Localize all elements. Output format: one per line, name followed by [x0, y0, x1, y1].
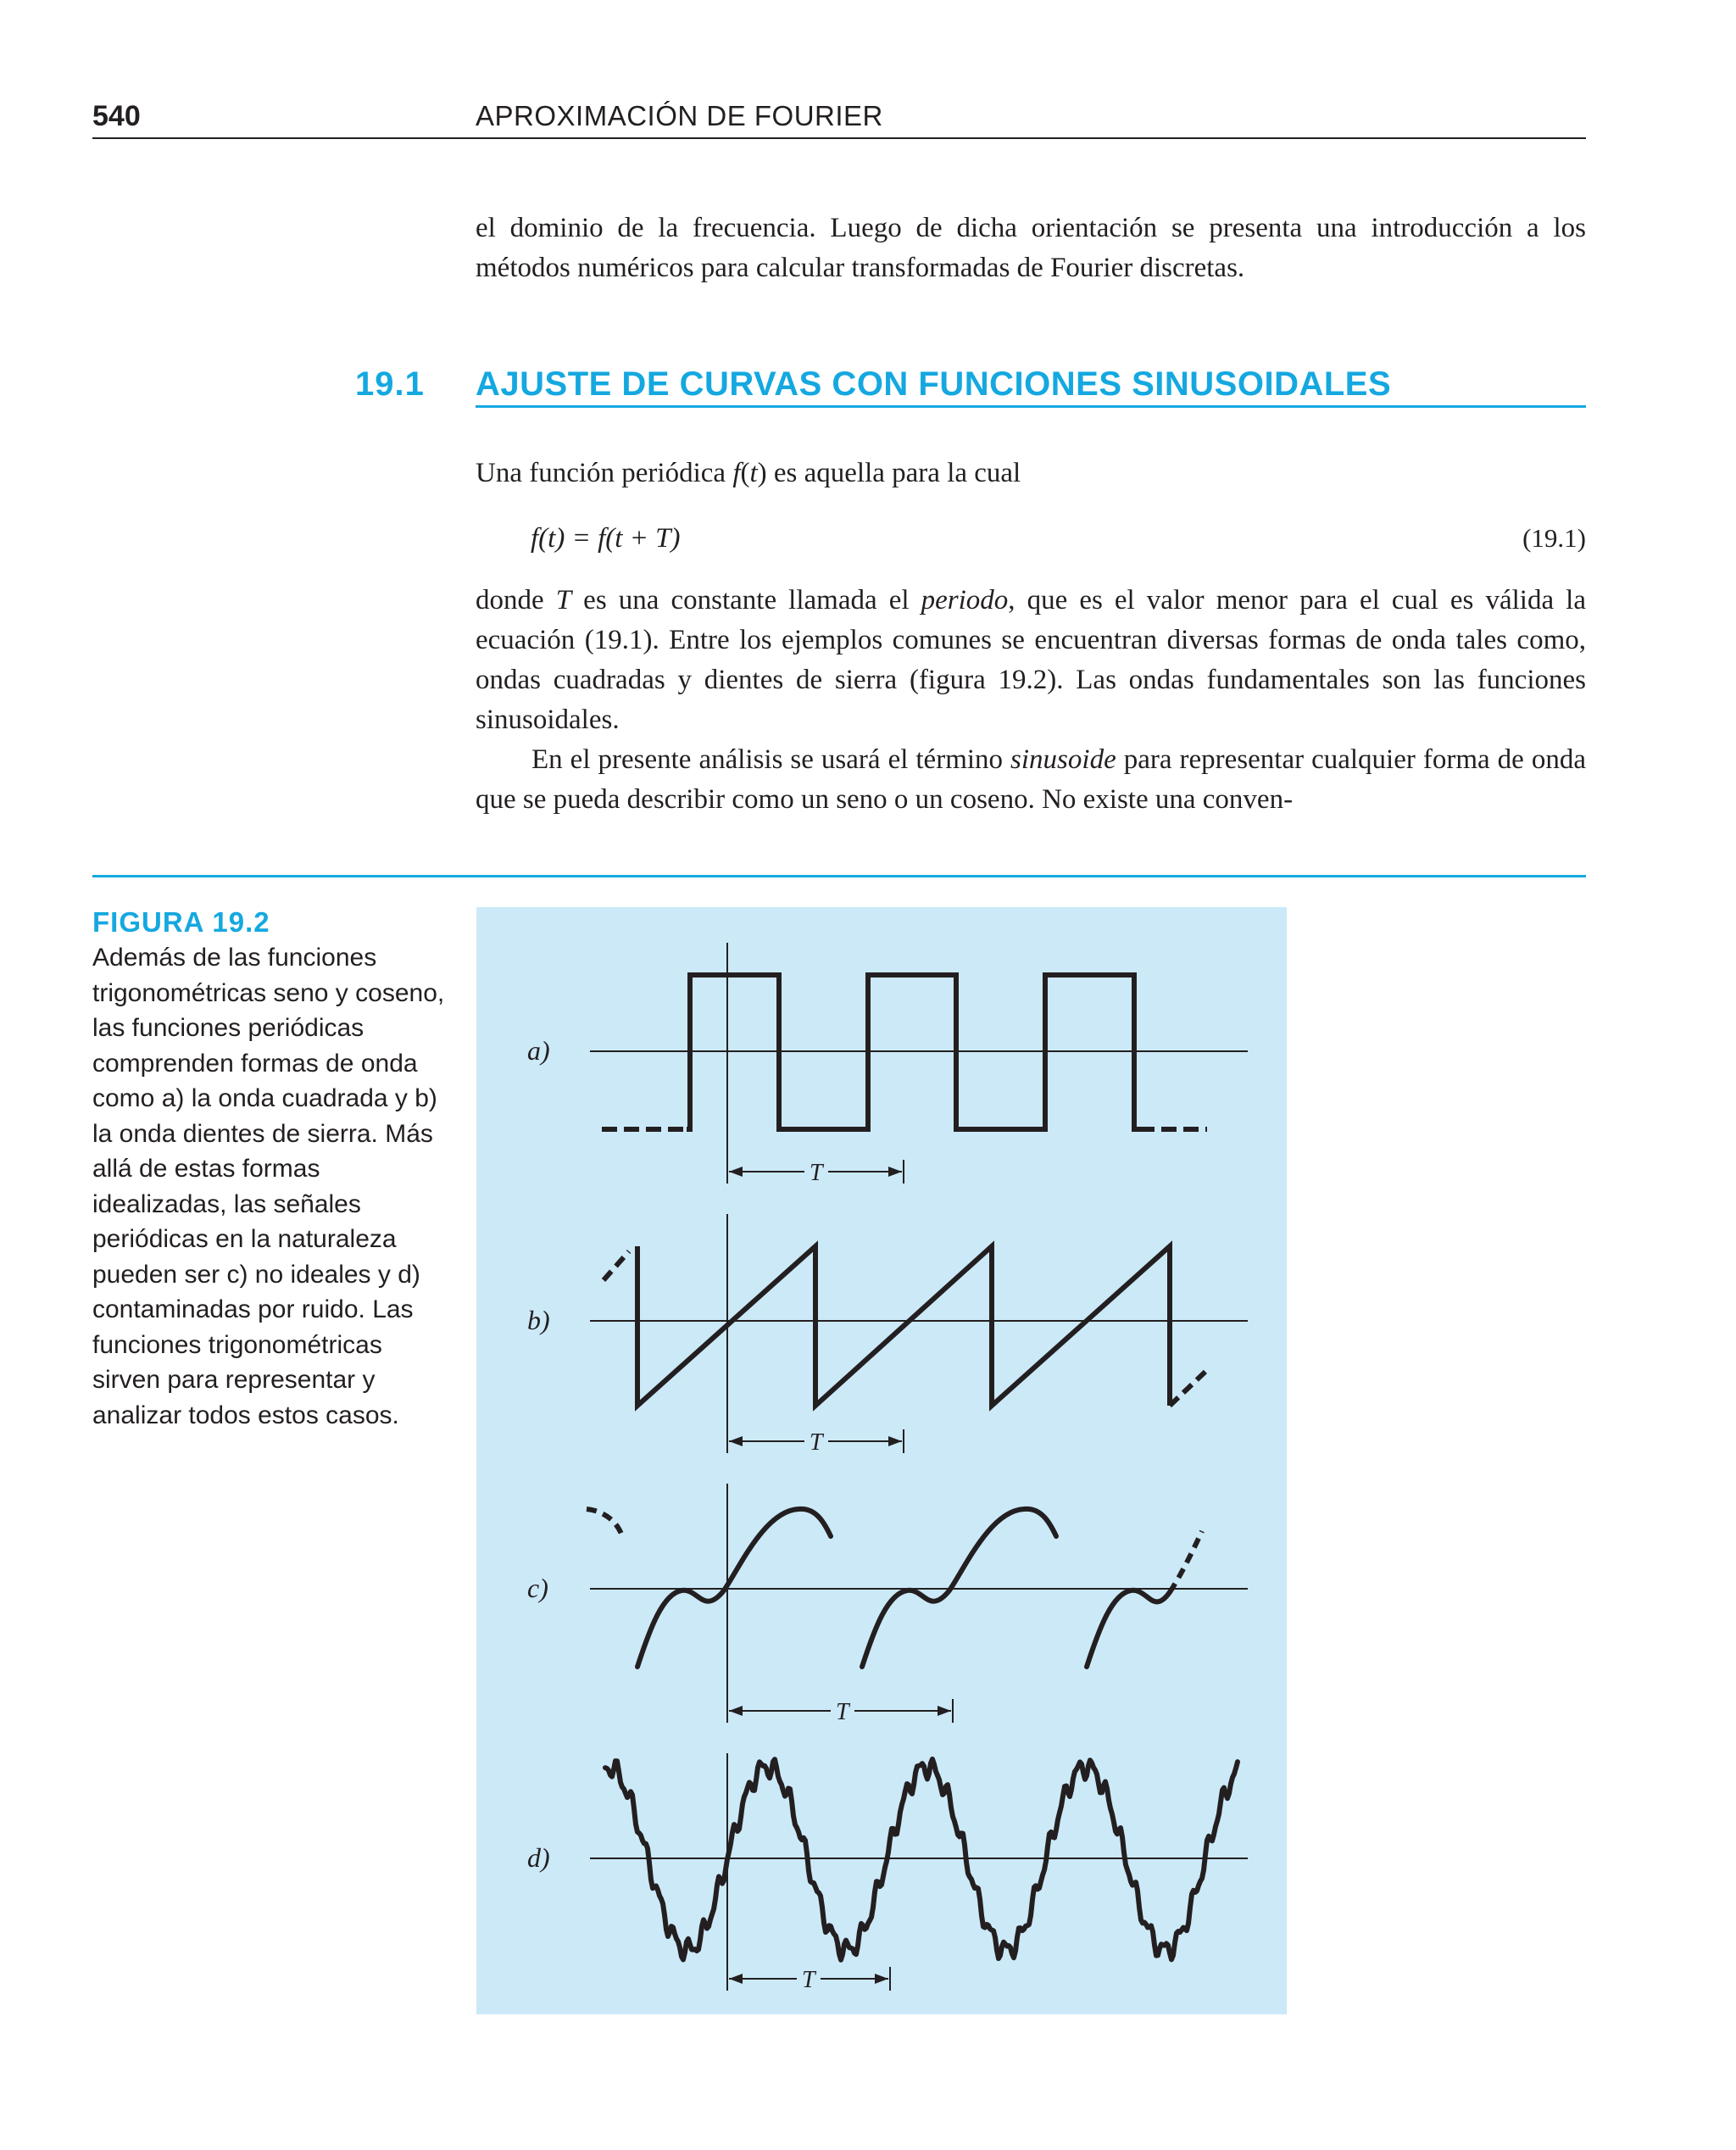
section-title: AJUSTE DE CURVAS CON FUNCIONES SINUSOIDALES: [476, 365, 1392, 403]
period-symbol: T: [555, 585, 572, 615]
caption-text: Además de las funciones trigonométricas seno y coseno, las funciones periódicas comprenden formas de onda como a) la onda cuadrada y b) la onda dientes de sierra. Más allá de estas formas idealizadas, las señales periódicas en la naturaleza pueden ser c) no ideales y d) contaminadas por ruido. Las funciones trigonométricas sirven para representar y analizar todos estos casos.: [92, 944, 445, 1429]
panel-label-a: a): [527, 1035, 550, 1066]
equation-text: f(t) = f(t + T): [531, 523, 681, 554]
section-heading: [92, 360, 1586, 408]
figure-caption: [92, 905, 448, 1433]
panel-b-dashed-left: [604, 1251, 629, 1280]
text-span: , que es el valor menor para el cual es válida la ecuación (19.1). Entre los ejemplos comunes se encuentran diversas formas de onda tales como, ondas cuadradas y dientes de sierra (figura 19.2). Las ondas fundamentales son las funciones sinusoidales.: [476, 585, 1586, 735]
panel-a-period-label: T: [810, 1160, 823, 1186]
panel-b-arrowhead-left: [729, 1436, 743, 1446]
definition-var: t: [749, 458, 758, 488]
figure-panel: [476, 907, 1287, 2014]
text-span: En el presente análisis se usará el término: [531, 744, 1011, 775]
discussion-paragraphs: [476, 581, 1586, 820]
panel-d-period-label: T: [802, 1967, 815, 1993]
text-span: para representar cualquier forma de onda que se pueda describir como un seno o un coseno. No existe una conven-: [476, 744, 1586, 815]
panel-label-d: d): [527, 1842, 550, 1873]
discussion-paragraph-2: [476, 740, 1586, 820]
term-sinusoide: sinusoide: [1010, 744, 1116, 775]
panel-d-arrowhead-right: [875, 1974, 888, 1984]
panel-a-arrowhead-left: [729, 1167, 743, 1177]
panel-c-arrowhead-right: [938, 1706, 951, 1716]
panel-c-wave-cycle-1: [637, 1509, 831, 1667]
panel-d-arrowhead-left: [729, 1974, 743, 1984]
term-periodo: periodo: [921, 585, 1009, 615]
panel-c-wave-cycle-3: [1087, 1590, 1170, 1667]
discussion-paragraph-1: [476, 581, 1586, 740]
figure-rule: [92, 875, 1586, 877]
definition-after: ) es aquella para la cual: [757, 458, 1021, 488]
text-span: donde: [476, 585, 556, 615]
panel-b-arrowhead-right: [888, 1436, 902, 1446]
definition-before: Una función periódica: [476, 458, 733, 488]
page-header: [92, 95, 1586, 139]
panel-b-period-label: T: [810, 1429, 823, 1456]
panel-c-arrowhead-left: [729, 1706, 743, 1716]
equation-number: (19.1): [1522, 523, 1586, 553]
panel-c-period-label: T: [836, 1699, 849, 1725]
definition-open: (: [740, 458, 750, 488]
panel-d-noisy-wave: [605, 1759, 1238, 1960]
panel-a-arrowhead-right: [888, 1167, 902, 1177]
panel-b-dashed-right: [1170, 1370, 1207, 1406]
equation-19-1: [531, 518, 1586, 559]
definition-paragraph: [476, 454, 1586, 493]
panel-b-sawtooth-wave: [637, 1246, 1170, 1406]
panel-c-wave-cycle-2: [862, 1509, 1056, 1667]
panel-label-c: c): [527, 1573, 548, 1603]
page-number: 540: [92, 100, 141, 132]
intro-text: el dominio de la frecuencia. Luego de dicha orientación se presenta una introducción a los métodos numéricos para calcular transformadas de Fourier discretas.: [476, 213, 1586, 283]
intro-paragraph: [476, 209, 1586, 288]
waveform-figure: [476, 907, 1287, 2014]
definition-term: f: [732, 458, 741, 488]
panel-label-b: b): [527, 1305, 550, 1335]
running-head: APROXIMACIÓN DE FOURIER: [476, 100, 883, 131]
panel-c-dashed-left: [587, 1509, 622, 1536]
figure-label: FIGURA 19.2: [92, 906, 270, 938]
section-rule: [476, 405, 1586, 408]
section-number: 19.1: [355, 365, 425, 403]
text-span: es una constante llamada el: [571, 585, 921, 615]
panel-c-dashed-right: [1170, 1531, 1202, 1592]
